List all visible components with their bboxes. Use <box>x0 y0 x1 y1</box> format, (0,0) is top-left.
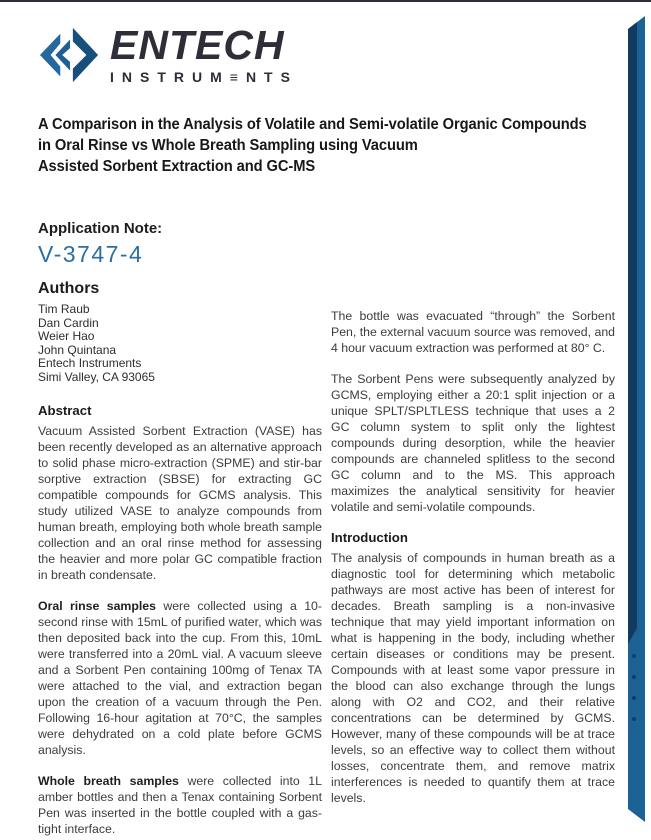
introduction-paragraph <box>331 550 615 806</box>
whole-breath-text: were collected into 1L amber bottles and then a Tenax containing Sorbent Pen was inserted in the bottle coupled with a gas-tight interface. <box>38 774 322 836</box>
author-location: Simi Valley, CA 93065 <box>38 369 155 384</box>
ribbon-accent-stripe <box>628 16 637 644</box>
document-title <box>38 114 627 177</box>
oral-rinse-paragraph <box>38 598 322 758</box>
author-name: Tim Raub <box>38 302 90 316</box>
author-name: John Quintana <box>38 342 117 357</box>
author-name: Dan Cardin <box>38 315 99 330</box>
page-top-border <box>0 0 651 2</box>
whole-breath-lead: Whole breath samples <box>38 774 179 788</box>
application-note-number: V-3747-4 <box>38 241 144 267</box>
oral-rinse-text: were collected using a 10-second rinse with 15mL of purified water, which was then deposited back into the cup. From this, 10mL were transferred into a 20mL vial. A vacuum sleeve and a Sorbent Pen containing 100mg of Tenax TA were attached to the vial, and extraction began upon the creation of a vacuum through the Pen. Following 16-hour agitation at 70°C, the samples were dehydrated on a cold plate before GCMS analysis. <box>38 599 322 757</box>
authors-block <box>38 280 155 384</box>
logo-brand-name: ENTECH <box>110 22 285 68</box>
sorbent-pen-analysis-paragraph <box>331 371 615 515</box>
application-note-label: Application Note: <box>38 220 163 237</box>
title-line-1: A Comparison in the Analysis of Volatile and Semi-volatile Organic Compounds <box>38 116 587 133</box>
logo-wordmark <box>110 24 298 85</box>
ribbon-dots <box>632 654 636 721</box>
entech-logo <box>38 24 298 88</box>
sorbent-pen-analysis-text: The Sorbent Pens were subsequently analyzed by GCMS, employing either a 20:1 split injection or a unique SPLT/SPLTLESS technique that uses a 2 GC column system to split only the lightest compounds during desorption, while the heavier compounds are channeled splitless to the second GC column and to the MS. This approach maximizes the analytical sensitivity for heavier volatile and semi-volatile compounds. <box>331 372 615 514</box>
abstract-heading: Abstract <box>38 403 92 418</box>
oral-rinse-lead: Oral rinse samples <box>38 599 156 613</box>
side-ribbon <box>628 16 645 822</box>
ribbon-dot <box>632 696 636 700</box>
right-column <box>331 308 615 821</box>
author-affiliation: Entech Instruments <box>38 356 142 370</box>
application-note-block <box>38 220 162 268</box>
introduction-text: The analysis of compounds in human breath as a diagnostic tool for determining which metabolic pathways are most active has been of interest for decades. Breath sampling is a non-invasive technique that may yield important information on what is happening in the body, including whether certain diseases or conditions may be present. Compounds with at least some vapor pressure in the blood can also exchange through the lungs along with O2 and CO2, and their relative concentrations can be determined by GCMS. However, many of these compounds will be at trace levels, so an effective way to collect them without losses, concentrate them, and remove matrix interferences is needed to quantify them at trace levels. <box>331 551 615 805</box>
abstract-paragraph <box>38 423 322 583</box>
authors-heading: Authors <box>38 280 100 297</box>
bottle-evacuation-paragraph <box>331 308 615 356</box>
logo-tagline: INSTRUM≡NTS <box>110 69 298 85</box>
title-line-3: Assisted Sorbent Extraction and GC-MS <box>38 158 316 175</box>
left-column <box>38 403 322 840</box>
bottle-evacuation-text: The bottle was evacuated “through” the Sorbent Pen, the external vacuum source was removed, and 4 hour vacuum extraction was performed at 80° C. <box>331 309 615 355</box>
whole-breath-paragraph <box>38 773 322 837</box>
abstract-text: Vacuum Assisted Sorbent Extraction (VASE) has been recently developed as an alternative approach to solid phase micro-extraction (SPME) and stir-bar sorptive extraction (SBSE) for extracting GC compatible compounds for GCMS analysis. This study utilized VASE to analyze compounds from human breath, employing both whole breath sample collection and an oral rinse method for assessing the heavier and more polar GC compatible fraction in breath condensate. <box>38 424 322 582</box>
ribbon-dot <box>632 675 636 679</box>
ribbon-dot <box>632 717 636 721</box>
entech-diamond-icon <box>38 24 100 88</box>
introduction-heading: Introduction <box>331 530 408 545</box>
title-line-2: in Oral Rinse vs Whole Breath Sampling using Vacuum <box>38 137 418 154</box>
author-name: Weier Hao <box>38 329 95 343</box>
ribbon-dot <box>632 654 636 658</box>
